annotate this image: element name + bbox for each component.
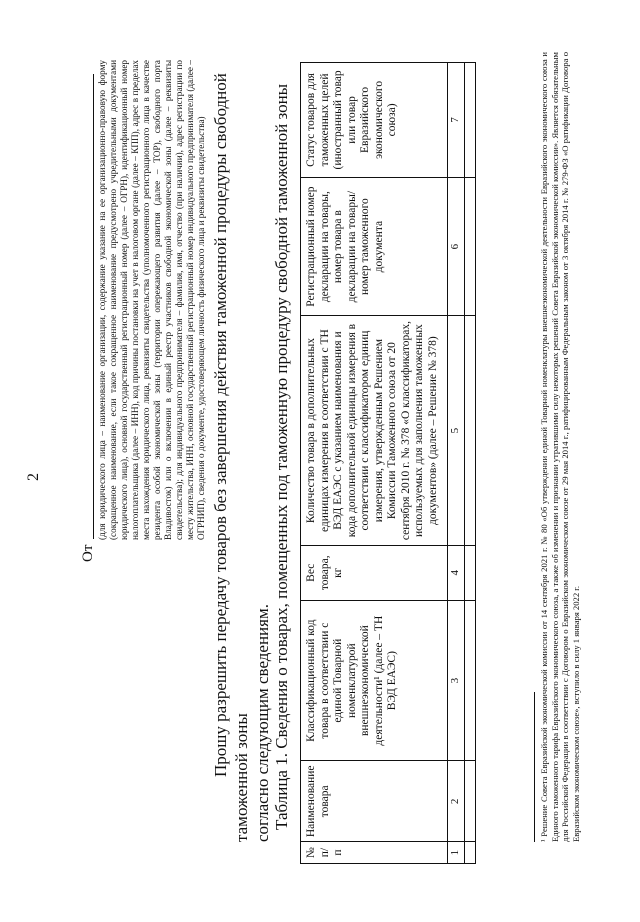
request-paragraph (210, 52, 273, 842)
empty-cell[interactable] (464, 842, 475, 864)
footnote: ¹ Решение Совета Евразийской экономической комиссии от 14 сентября 2021 г. № 80 «Об утверждении единой Товарной номенклатуры внешнеэкономической деятельности Евразийского экономического союза и Единого таможенного тарифа Евразийского экономического союза, а также об изменении и признании утратившими силу некоторых решений Совета Евразийской экономической комиссии». Является обязательным для Российской Федерации в соответствии с Договором о Евразийском экономическом союзе от 29 мая 2014 г., ратифицированным Федеральным законом от 3 октября 2014 г. № 279-ФЗ «О ратификации Договора о Евразийском экономическом союзе», вступило в силу 1 января 2022 г. (539, 52, 581, 842)
header-cell-weight: Вес товара, кг (301, 545, 448, 600)
table-header-row (301, 63, 448, 864)
page-number: 2 (25, 473, 42, 481)
table-column-numbers-row (448, 63, 465, 864)
column-number-6: 6 (448, 177, 465, 316)
from-fill-line (93, 74, 94, 539)
table-empty-row (464, 63, 475, 864)
request-text-line2: согласно следующим сведениям. (253, 604, 272, 842)
empty-cell[interactable] (464, 177, 475, 316)
goods-table (300, 62, 476, 864)
footnote-separator (534, 692, 535, 842)
column-number-4: 4 (448, 545, 465, 600)
header-cell-quantity: Количество товара в дополнительных единицах измерения в соответствии с ТН ВЭД ЕАЭС с указанием наименования и кода дополнительной единицы измерения в соответствии с классификатором единиц измерения, утвержденным Решением Комиссии Таможенного союза от 20 сентября 2010 г. № 378 «О классификаторах, используемых для заполнения таможенных документов» (далее – Решение № 378) (301, 316, 448, 545)
header-cell-customs-status: Статус товаров для таможенных целей (иностранный товар или товар Евразийского экономического союза) (301, 63, 448, 178)
table-title: Таблица 1. Сведения о товарах, помещенных под таможенную процедуру свободной таможенной зоны (272, 83, 291, 830)
column-number-7: 7 (448, 63, 465, 178)
empty-cell[interactable] (464, 63, 475, 178)
empty-cell[interactable] (464, 545, 475, 600)
request-text-line1: Прошу разрешить передачу товаров без завершения действия таможенной процедуры свободной таможенной зоны (211, 73, 251, 842)
from-label: От (80, 544, 96, 562)
header-cell-number: № п/п (301, 842, 448, 864)
empty-cell[interactable] (464, 600, 475, 761)
column-number-3: 3 (448, 600, 465, 761)
header-cell-classification-code: Классификационный код товара в соответствии с единой Товарной номенклатурой внешнеэкономической деятельности¹ (далее – ТН ВЭД ЕАЭС) (301, 600, 448, 761)
from-instructions: (для юридического лица – наименование организации, содержание указание на ее организационно-правовую форму (сокращенное наименование, если такое сокращенное наименование предусмотрено учредительными документами юридического лица), основной государственный регистрационный номер (далее – ОГРН), идентификационный номер налогоплательщика (далее – ИНН), код причины постановки на учет в налоговом органе (далее – КПП), адрес в пределах места нахождения юридического лица, реквизиты свидетельства (уполномоченного регистрационного лица в качестве резидента особой экономической зоны (территории опережающего развития (далее – ТОР), свободного порта Владивосток) или о включении в единый реестр участников свободной экономической зоны (далее – реквизиты свидетельства); для индивидуального предпринимателя – фамилия, имя, отчество (при наличии), адрес регистрации по месту жительства, ИНН, основной государственный регистрационный номер индивидуального предпринимателя (далее – ОГРНИП), сведения о документе, удостоверяющем личность физического лица и реквизиты свидетельства) (97, 60, 206, 540)
column-number-2: 2 (448, 761, 465, 842)
empty-cell[interactable] (464, 316, 475, 545)
header-cell-goods-name: Наименование товара (301, 761, 448, 842)
header-cell-declaration-number: Регистрационный номер декларации на товары, номер товара в декларации на товары/номер таможенного документа (301, 177, 448, 316)
column-number-5: 5 (448, 316, 465, 545)
column-number-1: 1 (448, 842, 465, 864)
empty-cell[interactable] (464, 761, 475, 842)
